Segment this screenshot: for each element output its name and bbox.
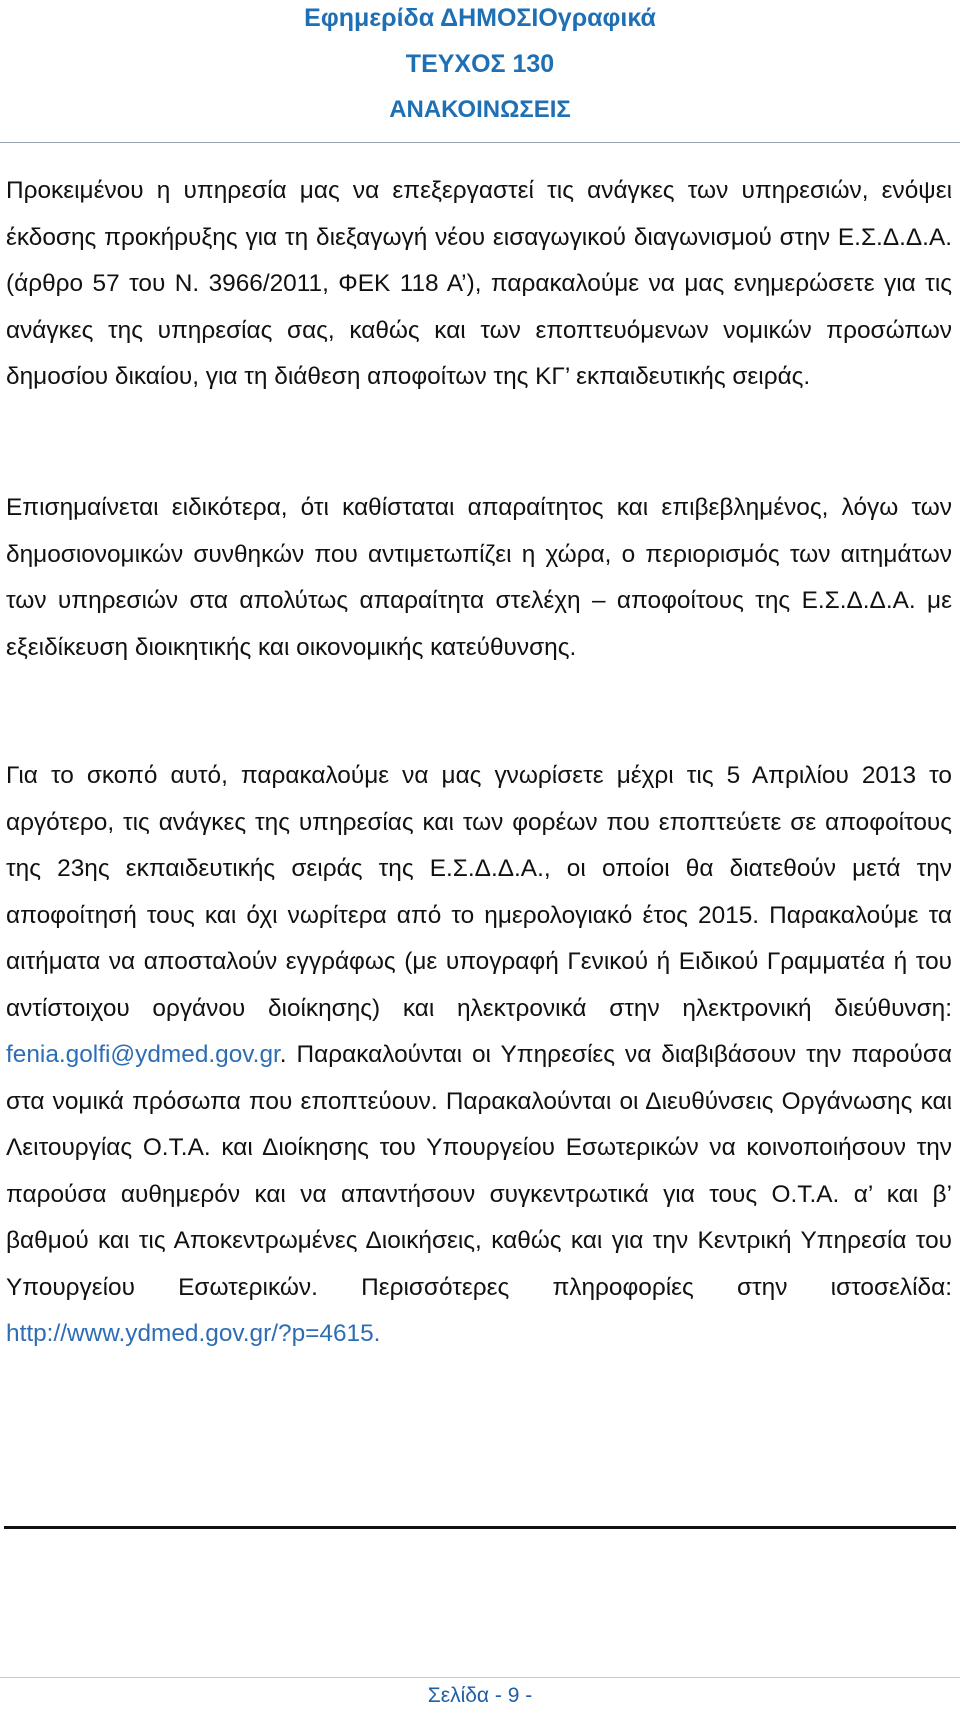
paragraph-3-text-b: . Παρακαλούνται οι Υπηρεσίες να διαβιβάσουν την παρούσα στα νομικά πρόσωπα που εποπτεύουν. Παρακαλούνται οι Διευθύνσεις Οργάνωσης και Λειτουργίας Ο.Τ.Α. και Διοίκησης του Υπουργείου Εσωτερικών να κοινοποιήσουν την παρούσα αυθημερόν και να απαντήσουν συγκεντρωτικά για τους Ο.Τ.Α. α’ και β’ βαθμού και τις Αποκεντρωμένες Διοικήσεις, καθώς και για την Κεντρική Υπηρεσία του Υπουργείου Εσωτερικών. Περισσότερες πληροφορίες στην ιστοσελίδα:: [6, 1041, 952, 1301]
paragraph-1: Προκειμένου η υπηρεσία μας να επεξεργαστεί τις ανάγκες των υπηρεσιών, ενόψει έκδοσης προκήρυξης για τη διεξαγωγή νέου εισαγωγικού διαγωνισμού στην Ε.Σ.Δ.Δ.Α. (άρθρο 57 του Ν. 3966/2011, ΦΕΚ 118 Α’), παρακαλούμε να μας ενημερώσετε για τις ανάγκες της υπηρεσίας σας, καθώς και των εποπτευόμενων νομικών προσώπων δημοσίου δικαίου, για τη διάθεση αποφοίτων της ΚΓ’ εκπαιδευτικής σειράς.: [6, 177, 952, 390]
header-divider: [0, 142, 960, 143]
paragraph-3: [6, 753, 952, 1358]
page-number: Σελίδα - 9 -: [427, 1684, 533, 1707]
article-end-divider: [4, 1526, 956, 1529]
paragraph-3-text-a: Για το σκοπό αυτό, παρακαλούμε να μας γνωρίσετε μέχρι τις 5 Απριλίου 2013 το αργότερο, τις ανάγκες της υπηρεσίας και των φορέων που εποπτεύετε σε αποφοίτους της 23ης εκπαιδευτικής σειράς της Ε.Σ.Δ.Δ.Α., οι οποίοι θα διατεθούν μετά την αποφοίτησή τους και όχι νωρίτερα από το ημερολογιακό έτος 2015. Παρακαλούμε τα αιτήματα να αποσταλούν εγγράφως (με υπογραφή Γενικού ή Ειδικού Γραμματέα ή του αντίστοιχου οργάνου διοίκησης) και ηλεκτρονικά στην ηλεκτρονική διεύθυνση:: [6, 762, 952, 1022]
paragraph-2: Επισημαίνεται ειδικότερα, ότι καθίσταται απαραίτητος και επιβεβλημένος, λόγω των δημοσιονομικών συνθηκών που αντιμετωπίζει η χώρα, ο περιορισμός των αιτημάτων των υπηρεσιών στα απολύτως απαραίτητα στελέχη – αποφοίτους της Ε.Σ.Δ.Δ.Α. με εξειδίκευση διοικητικής και οικονομικής κατεύθυνσης.: [6, 494, 952, 661]
footer-divider: [0, 1677, 960, 1678]
section-title: ΑΝΑΚΟΙΝΩΣΕΙΣ: [389, 96, 571, 123]
website-link[interactable]: http://www.ydmed.gov.gr/?p=4615.: [6, 1320, 381, 1347]
issue-number: ΤΕΥΧΟΣ 130: [405, 50, 555, 78]
newspaper-title: Εφημερίδα ΔΗΜΟΣΙΟγραφικά: [304, 4, 656, 32]
email-link[interactable]: fenia.golfi@ydmed.gov.gr: [6, 1041, 280, 1068]
